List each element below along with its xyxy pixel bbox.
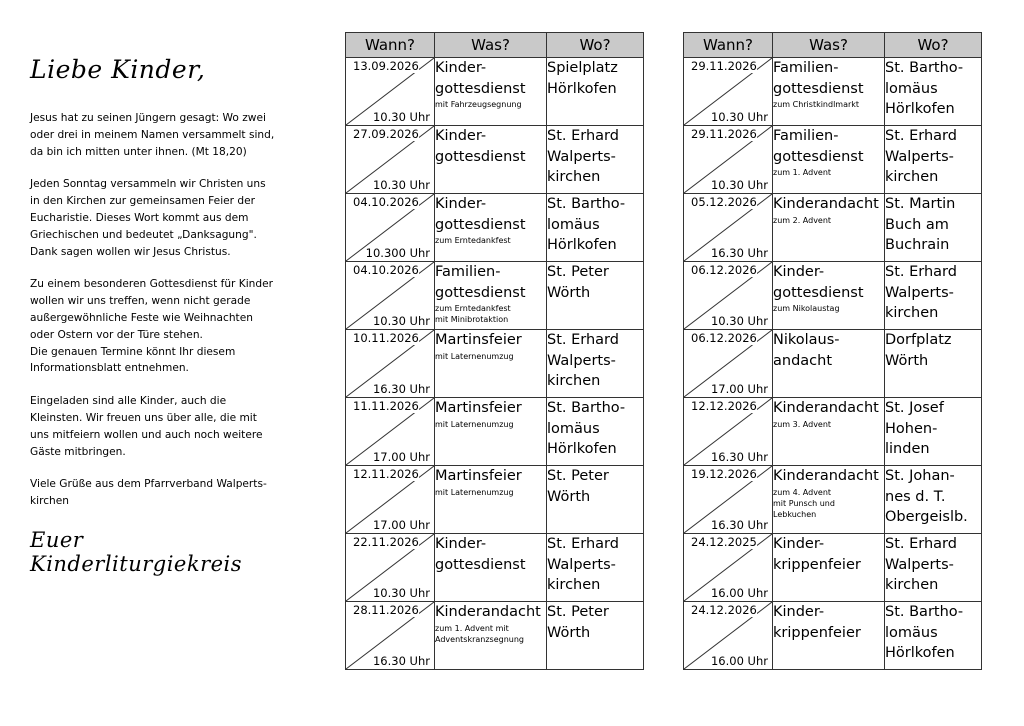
location-line: kirchen [885, 305, 939, 321]
location-line: kirchen [885, 169, 939, 185]
event-note: mit Laternenumzug [435, 419, 514, 429]
location-line: Obergeislb. [885, 509, 968, 525]
location-line: St. Erhard [885, 128, 957, 144]
event-title-line: andacht [773, 352, 833, 369]
was-cell [435, 466, 547, 534]
table-row [346, 466, 644, 534]
location-line: St. Bartho- [547, 400, 626, 416]
location-line: kirchen [547, 169, 601, 185]
event-title-line: Nikolaus- [773, 332, 840, 348]
location-line: Wörth [547, 284, 591, 301]
wo-cell [885, 466, 982, 534]
paragraph-line: kirchen [30, 495, 69, 508]
event-time: 17.00 Uhr [710, 382, 768, 396]
paragraph-line: Zu einem besonderen Gottesdienst für Kinder [30, 278, 273, 291]
table-row [346, 126, 644, 194]
event-note: mit Laternenumzug [435, 351, 514, 361]
event-title-line: Kinder- [773, 264, 825, 280]
paragraph-line: Dank sagen wollen wir Jesus Christus. [30, 245, 231, 258]
location-line: Walperts- [885, 284, 954, 301]
event-date: 05.12.2026 [691, 195, 757, 209]
event-note: zum 2. Advent [773, 215, 832, 225]
table-row [684, 534, 982, 602]
event-title-line: Kinder- [773, 536, 825, 552]
event-note: mit Laternenumzug [435, 487, 514, 497]
location-line: kirchen [547, 577, 601, 593]
location-line: Wörth [547, 488, 591, 505]
wo-cell [547, 194, 644, 262]
wo-cell [885, 262, 982, 330]
location-line: nes d. T. [885, 488, 946, 505]
wann-cell [346, 466, 435, 534]
wann-cell [684, 398, 773, 466]
wo-cell [885, 58, 982, 126]
wann-cell [346, 58, 435, 126]
event-note: mit Fahrzeugsegnung [435, 100, 522, 109]
location-line: St. Peter [547, 604, 609, 620]
wo-cell [885, 126, 982, 194]
paragraph-line: Eucharistie. Dieses Wort kommt aus dem [30, 211, 249, 224]
paragraph-line: oder drei in meinem Namen versammelt sind, [30, 128, 275, 141]
location-line: Wörth [547, 624, 591, 641]
paragraph-line: Kleinsten. Wir freuen uns über alle, die mit [30, 411, 257, 424]
event-time: 16.30 Uhr [710, 518, 768, 532]
wo-cell [885, 398, 982, 466]
header-wann: Wann? [346, 33, 435, 58]
event-title-line: Kinder- [435, 60, 487, 76]
event-time: 10.30 Uhr [372, 110, 430, 124]
location-line: Buchrain [885, 237, 950, 253]
wann-cell [346, 602, 435, 670]
event-title-line: gottesdienst [773, 284, 864, 301]
event-date: 29.11.2026 [691, 127, 757, 141]
was-cell [773, 262, 885, 330]
location-line: St. Erhard [547, 536, 619, 552]
table-row [684, 398, 982, 466]
event-note: Adventskranzsegnung [435, 634, 524, 644]
intro-paragraph [30, 476, 292, 510]
location-line: Walperts- [547, 352, 616, 369]
location-line: St. Bartho- [885, 60, 964, 76]
paragraph-line: Griechischen und bedeutet „Danksagung". [30, 228, 257, 241]
was-cell [773, 194, 885, 262]
location-line: St. Erhard [547, 128, 619, 144]
event-note: mit Minibrotaktion [435, 315, 509, 324]
header-wann: Wann? [684, 33, 773, 58]
event-time: 10.30 Uhr [710, 110, 768, 124]
event-title-line: Familien- [435, 264, 501, 280]
was-cell [435, 194, 547, 262]
wo-cell [547, 330, 644, 398]
wann-cell [346, 126, 435, 194]
location-line: lomäus [547, 420, 600, 437]
location-line: St. Bartho- [547, 196, 626, 212]
event-title-line: Martinsfeier [435, 332, 522, 348]
location-line: Hohen- [885, 420, 938, 437]
event-title-line: gottesdienst [773, 80, 864, 97]
location-line: Wörth [885, 352, 929, 369]
paragraph-line: da bin ich mitten unter ihnen. (Mt 18,20) [30, 145, 247, 158]
paragraph-line: in den Kirchen zur gemeinsamen Feier der [30, 195, 255, 208]
header-was: Was? [773, 33, 885, 58]
was-cell [773, 126, 885, 194]
event-date: 27.09.2026 [353, 127, 419, 141]
event-date: 29.11.2026 [691, 59, 757, 73]
event-title-line: gottesdienst [435, 284, 526, 301]
event-time: 10.30 Uhr [372, 178, 430, 192]
event-time: 16.00 Uhr [710, 586, 768, 600]
was-cell [773, 398, 885, 466]
header-wo: Wo? [885, 33, 982, 58]
event-time: 16.30 Uhr [710, 246, 768, 260]
location-line: St. Erhard [885, 536, 957, 552]
location-line: Hörlkofen [547, 237, 617, 253]
location-line: Walperts- [547, 556, 616, 573]
event-date: 28.11.2026 [353, 603, 419, 617]
wann-cell [684, 330, 773, 398]
was-cell [435, 330, 547, 398]
table-row [346, 58, 644, 126]
event-title-line: Familien- [773, 128, 839, 144]
paragraph-line: Gäste mitbringen. [30, 445, 126, 458]
header-was: Was? [435, 33, 547, 58]
location-line: Hörlkofen [885, 101, 955, 117]
event-title-line: Kinder- [435, 196, 487, 212]
wann-cell [346, 534, 435, 602]
event-title-line: Martinsfeier [435, 400, 522, 416]
location-line: St. Erhard [885, 264, 957, 280]
location-line: kirchen [885, 577, 939, 593]
event-date: 06.12.2026 [691, 331, 757, 345]
paragraph-line: Die genauen Termine könnt Ihr diesem [30, 345, 236, 358]
event-title-line: Kinderandacht [435, 604, 541, 620]
location-line: Dorfplatz [885, 332, 952, 348]
event-note: zum Christkindlmarkt [773, 100, 860, 109]
event-date: 19.12.2026 [691, 467, 757, 481]
paragraph-line: Informationsblatt entnehmen. [30, 362, 189, 375]
intro-paragraph [30, 393, 292, 460]
wann-cell [684, 602, 773, 670]
event-date: 13.09.2026 [353, 59, 419, 73]
event-title-line: Kinder- [773, 604, 825, 620]
was-cell [435, 398, 547, 466]
event-note: zum Erntedankfest [435, 304, 511, 313]
event-date: 11.11.2026 [353, 399, 419, 413]
wo-cell [547, 534, 644, 602]
event-date: 24.12.2026 [691, 603, 757, 617]
wann-cell [346, 398, 435, 466]
location-line: Spielplatz [547, 60, 618, 76]
location-line: kirchen [547, 373, 601, 389]
wann-cell [346, 262, 435, 330]
header-wo: Wo? [547, 33, 644, 58]
location-line: Hörlkofen [885, 645, 955, 661]
location-line: St. Peter [547, 264, 609, 280]
wo-cell [547, 602, 644, 670]
paragraph-line: Eingeladen sind alle Kinder, auch die [30, 395, 227, 408]
paragraph-line: Jeden Sonntag versammeln wir Christen uns [30, 178, 266, 191]
event-time: 10.300 Uhr [365, 246, 430, 260]
event-time: 17.00 Uhr [372, 518, 430, 532]
table-row [346, 262, 644, 330]
schedule-table-right [683, 32, 982, 670]
wo-cell [547, 126, 644, 194]
event-note: zum 1. Advent mit [435, 623, 509, 633]
paragraph-line: Viele Grüße aus dem Pfarrverband Walperts- [30, 478, 267, 491]
intro-text [30, 110, 292, 510]
wo-cell [885, 534, 982, 602]
location-line: Walperts- [885, 556, 954, 573]
event-note: zum 3. Advent [773, 419, 832, 429]
event-title-line: gottesdienst [435, 556, 526, 573]
wann-cell [684, 194, 773, 262]
paragraph-line: wollen wir uns treffen, wenn nicht gerade [30, 295, 251, 308]
table-row [684, 262, 982, 330]
was-cell [435, 58, 547, 126]
event-note: zum 4. Advent [773, 487, 832, 497]
event-title-line: Kinder- [435, 128, 487, 144]
was-cell [435, 602, 547, 670]
location-line: St. Martin [885, 196, 956, 212]
table-row [684, 58, 982, 126]
location-line: Hörlkofen [547, 80, 617, 97]
location-line: Buch am [885, 216, 949, 233]
intro-paragraph [30, 176, 292, 260]
table-row [346, 330, 644, 398]
table-row [346, 398, 644, 466]
event-note: Lebkuchen [773, 509, 817, 519]
greeting-heading: Liebe Kinder, [30, 55, 206, 84]
event-date: 24.12.2025 [691, 535, 757, 549]
table-row [684, 126, 982, 194]
table-row [684, 466, 982, 534]
event-time: 10.30 Uhr [372, 314, 430, 328]
was-cell [435, 534, 547, 602]
location-line: linden [885, 441, 930, 457]
event-note: zum 1. Advent [773, 168, 832, 177]
wo-cell [885, 194, 982, 262]
event-title-line: krippenfeier [773, 624, 861, 641]
table-row [684, 330, 982, 398]
event-time: 10.30 Uhr [710, 178, 768, 192]
location-line: Walperts- [885, 148, 954, 165]
table-row [346, 534, 644, 602]
schedule-table-left [345, 32, 644, 670]
was-cell [435, 262, 547, 330]
event-title-line: Familien- [773, 60, 839, 76]
was-cell [773, 58, 885, 126]
event-date: 22.11.2026 [353, 535, 419, 549]
was-cell [773, 330, 885, 398]
event-title-line: gottesdienst [773, 148, 864, 165]
wann-cell [684, 126, 773, 194]
event-date: 04.10.2026 [353, 263, 419, 277]
event-title-line: gottesdienst [435, 80, 526, 97]
table-row [684, 602, 982, 670]
event-time: 16.30 Uhr [710, 450, 768, 464]
wann-cell [346, 194, 435, 262]
wo-cell [547, 398, 644, 466]
location-line: St. Erhard [547, 332, 619, 348]
location-line: lomäus [547, 216, 600, 233]
location-line: lomäus [885, 80, 938, 97]
event-title-line: Kinder- [435, 536, 487, 552]
location-line: Hörlkofen [547, 441, 617, 457]
event-title-line: gottesdienst [435, 148, 526, 165]
paragraph-line: oder Ostern vor der Türe stehen. [30, 328, 203, 341]
event-date: 12.11.2026 [353, 467, 419, 481]
wo-cell [547, 262, 644, 330]
event-title-line: Kinderandacht [773, 468, 879, 484]
event-time: 17.00 Uhr [372, 450, 430, 464]
paragraph-line: uns mitfeiern wollen und auch noch weitere [30, 428, 263, 441]
event-note: mit Punsch und [773, 498, 835, 508]
event-note: zum Nikolaustag [773, 304, 840, 313]
was-cell [435, 126, 547, 194]
wo-cell [547, 466, 644, 534]
intro-paragraph [30, 110, 292, 160]
location-line: St. Josef [885, 400, 944, 416]
event-date: 06.12.2026 [691, 263, 757, 277]
event-title-line: Kinderandacht [773, 196, 879, 212]
event-time: 16.30 Uhr [372, 654, 430, 668]
paragraph-line: außergewöhnliche Feste wie Weihnachten [30, 311, 253, 324]
location-line: St. Johan- [885, 468, 955, 484]
was-cell [773, 466, 885, 534]
event-note: zum Erntedankfest [435, 236, 511, 245]
event-time: 16.30 Uhr [372, 382, 430, 396]
event-title-line: Martinsfeier [435, 468, 522, 484]
intro-paragraph [30, 276, 292, 377]
wann-cell [684, 534, 773, 602]
event-title-line: Kinderandacht [773, 400, 879, 416]
wo-cell [885, 330, 982, 398]
signature: Euer Kinderliturgiekreis [30, 527, 243, 576]
location-line: lomäus [885, 624, 938, 641]
paragraph-line: Jesus hat zu seinen Jüngern gesagt: Wo zwei [30, 112, 266, 124]
wann-cell [346, 330, 435, 398]
wann-cell [684, 466, 773, 534]
event-date: 10.11.2026 [353, 331, 419, 345]
wann-cell [684, 262, 773, 330]
event-date: 04.10.2026 [353, 195, 419, 209]
event-time: 10.30 Uhr [372, 586, 430, 600]
event-time: 16.00 Uhr [710, 654, 768, 668]
was-cell [773, 534, 885, 602]
was-cell [773, 602, 885, 670]
table-row [346, 194, 644, 262]
wo-cell [885, 602, 982, 670]
event-date: 12.12.2026 [691, 399, 757, 413]
location-line: St. Bartho- [885, 604, 964, 620]
intro-column [30, 55, 292, 576]
wann-cell [684, 58, 773, 126]
table-row [684, 194, 982, 262]
event-title-line: krippenfeier [773, 556, 861, 573]
event-title-line: gottesdienst [435, 216, 526, 233]
event-time: 10.30 Uhr [710, 314, 768, 328]
location-line: St. Peter [547, 468, 609, 484]
table-row [346, 602, 644, 670]
location-line: Walperts- [547, 148, 616, 165]
wo-cell [547, 58, 644, 126]
